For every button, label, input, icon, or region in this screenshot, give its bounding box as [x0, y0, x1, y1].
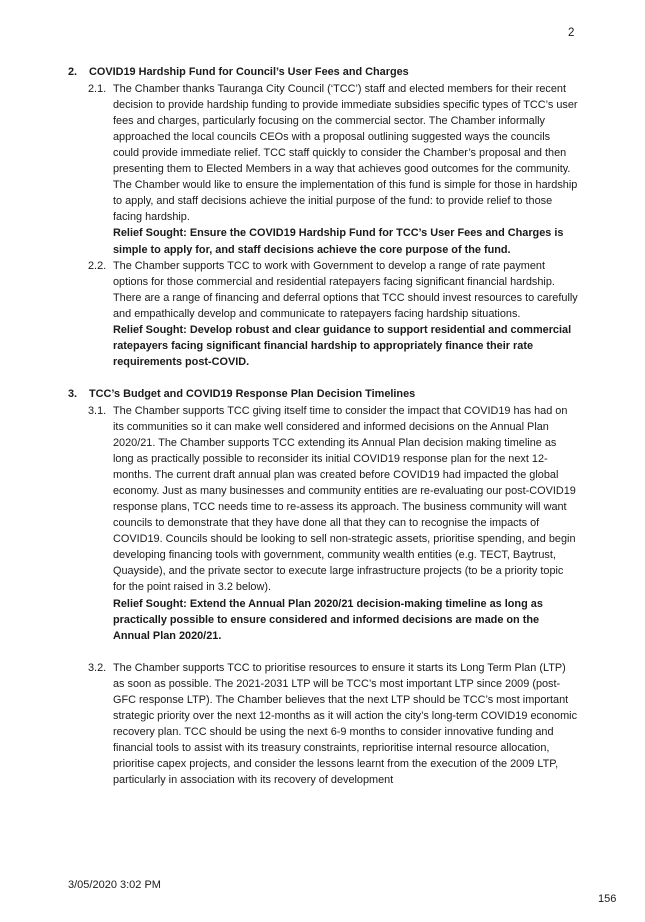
paragraph-number: 3.1.	[88, 404, 107, 417]
paragraph-2-1	[68, 81, 578, 258]
paragraph-number: 2.1.	[88, 83, 107, 96]
paragraph-number: 2.2.	[88, 259, 107, 272]
paragraph-3-2	[68, 660, 578, 788]
section-title: TCC’s Budget and COVID19 Response Plan Decision Timelines	[89, 387, 416, 400]
paragraph-text: The Chamber thanks Tauranga City Council (‘TCC’) staff and elected members for their recent decision to provide hardship funding to provide immediate subsidies specific types of TCC’s user fees and charges, particularly focusing on the commercial sector. The Chamber informally approached the local councils CEOs with a proposal outlining suggested ways the councils could provide immediate relief. TCC staff quickly to consider the Chamber’s proposal and then presenting them to Elected Members in a way that achieves good outcomes for the community. The Chamber would like to ensure the implementation of this fund is simple for those in hardship to apply, and staff decisions achieve the initial purpose of the fund: to provide relief to those facing hardship.	[113, 83, 578, 224]
section-heading-2	[68, 64, 578, 80]
page-number-top: 2	[568, 27, 575, 39]
section-number: 3.	[68, 387, 78, 400]
paragraph-text: The Chamber supports TCC to prioritise resources to ensure it starts its Long Term Plan (LTP) as soon as possible. The 2021-2031 LTP will be TCC’s most important LTP since 2009 (post-GFC response LTP). The Chamber believes that the next LTP should be TCC’s most important strategic priority over the next 12-months as it will action the city’s long-term COVID19 economic recovery plan. TCC should be using the next 6-9 months to consider innovative funding and financial tools to assist with its treasury constraints, reprioritise internal resource allocation, prioritise capex projects, and consider the lessons learnt from the execution of the 2009 LTP, particularly in association with its recovery of development	[113, 661, 578, 786]
footer-page-number: 156	[598, 893, 617, 905]
section-title: COVID19 Hardship Fund for Council’s User Fees and Charges	[89, 66, 409, 78]
section-number: 2.	[68, 66, 78, 78]
footer-timestamp: 3/05/2020 3:02 PM	[68, 879, 161, 891]
relief-sought: Relief Sought: Ensure the COVID19 Hardship Fund for TCC’s User Fees and Charges is simple to apply for, and staff decisions achieve the core purpose of the fund.	[113, 227, 564, 256]
paragraph-number: 3.2.	[88, 661, 107, 674]
relief-sought: Relief Sought: Extend the Annual Plan 2020/21 decision-making timeline as long as practically possible to ensure considered and informed decisions are made on the Annual Plan 2020/21.	[113, 597, 543, 642]
paragraph-text: The Chamber supports TCC giving itself time to consider the impact that COVID19 has had on its communities so it can make well considered and informed decisions on the Annual Plan 2020/21. The Chamber supports TCC extending its Annual Plan decision making timeline as long as practically possible to reconsider its initial COVID19 response plan for the next 12-months. The current draft annual plan was created before COVID19 had impacted the global economy. Just as many businesses and community entities are re-evaluating our post-COVID19 response plans, TCC needs time to re-assess its approach. The business community will want councils to demonstrate that they have done all that they can to recognise the impacts of COVID19. Councils should be looking to sell non-strategic assets, prioritise spending, and begin developing financing tools with government, community wealth entities (e.g. TECT, Baytrust, Quayside), and the private sector to execute large infrastructure projects (to be a priority topic for the point raised in 3.2 below).	[113, 404, 576, 594]
relief-sought: Relief Sought: Develop robust and clear guidance to support residential and commercial ratepayers facing significant financial hardship to appropriately finance their rate requirements post-COVID.	[113, 323, 572, 368]
paragraph-text: The Chamber supports TCC to work with Government to develop a range of rate payment options for those commercial and residential ratepayers facing significant financial hardship. There are a range of financing and deferral options that TCC should invest resources to carefully and empathically develop and communicate to ratepayers facing hardship situations.	[113, 259, 578, 320]
paragraph-2-2	[68, 258, 578, 370]
document-body	[68, 64, 578, 788]
section-heading-3	[68, 386, 578, 402]
paragraph-3-1	[68, 403, 578, 644]
